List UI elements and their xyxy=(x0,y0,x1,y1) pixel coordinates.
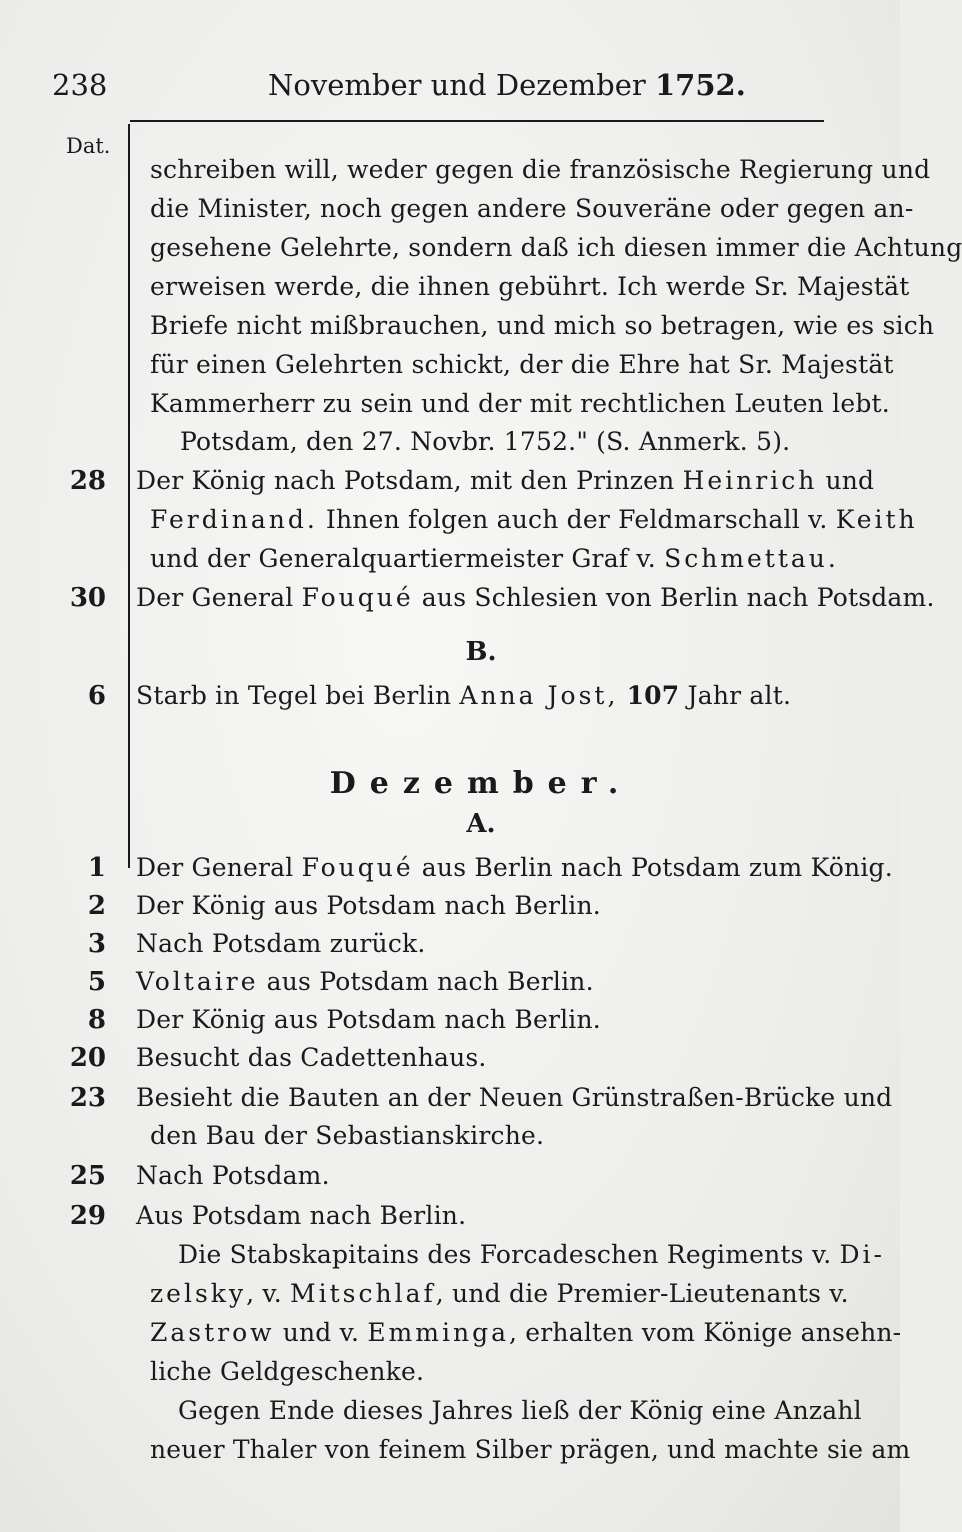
running-head-title: November und Dezember xyxy=(268,68,646,102)
entry-day: 3 xyxy=(87,929,106,959)
entry-text: Ferdinand. Ihnen folgen auch der Feldmarschall v. Keith xyxy=(150,505,918,534)
entry-text: den Bau der Sebastianskirche. xyxy=(150,1121,545,1150)
letter-line: Kammerherr zu sein und der mit rechtlichen Leuten lebt. xyxy=(150,389,890,418)
letter-line: Briefe nicht mißbrauchen, und mich so betragen, wie es sich xyxy=(150,311,935,340)
paragraph-line: liche Geldgeschenke. xyxy=(150,1357,425,1386)
paragraph-line: Die Stabskapitains des Forcadeschen Regiments v. Di- xyxy=(178,1240,885,1269)
entry-day: 8 xyxy=(87,1005,106,1035)
name-schmettau: Schmettau. xyxy=(664,544,839,573)
entry-text: Aus Potsdam nach Berlin. xyxy=(136,1201,467,1230)
date-column-rule xyxy=(128,124,130,868)
section-heading-a: A. xyxy=(466,809,496,839)
entry-day: 29 xyxy=(69,1201,106,1231)
entry-text: Der König aus Potsdam nach Berlin. xyxy=(136,1005,601,1034)
entry-day: 6 xyxy=(87,681,106,711)
entry-day: 30 xyxy=(69,583,106,613)
entry-text: Besieht die Bauten an der Neuen Grünstraßen-Brücke und xyxy=(136,1083,893,1112)
entry-text: Besucht das Cadettenhaus. xyxy=(136,1043,487,1072)
running-head xyxy=(268,68,746,102)
entry-day: 25 xyxy=(69,1161,106,1191)
name-heinrich: Heinrich xyxy=(682,466,818,495)
paragraph-line: Gegen Ende dieses Jahres ließ der König eine Anzahl xyxy=(178,1396,862,1425)
letter-line: erweisen werde, die ihnen gebührt. Ich werde Sr. Majestät xyxy=(150,272,910,301)
running-head-year: 1752. xyxy=(654,68,746,102)
entry-day: 2 xyxy=(87,891,106,921)
entry-text: Starb in Tegel bei Berlin Anna Jost, 107 Jahr alt. xyxy=(136,681,792,710)
name-ferdinand: Ferdinand. xyxy=(150,505,318,534)
paragraph-line: neuer Thaler von feinem Silber prägen, und machte sie am xyxy=(150,1435,911,1464)
name-voltaire: Voltaire xyxy=(136,967,259,996)
name-fouque: Fouqué xyxy=(301,583,414,612)
letter-closing: Potsdam, den 27. Novbr. 1752." (S. Anmerk. 5). xyxy=(180,427,791,456)
paragraph-line: zelsky, v. Mitschlaf, und die Premier-Lieutenants v. xyxy=(150,1279,849,1308)
entry-text: Der General Fouqué aus Schlesien von Berlin nach Potsdam. xyxy=(136,583,935,612)
entry-text: und der Generalquartiermeister Graf v. Schmettau. xyxy=(150,544,839,573)
month-heading: Dezember. xyxy=(329,766,633,801)
entry-day: 20 xyxy=(69,1043,106,1073)
section-heading-b: B. xyxy=(465,637,497,667)
letter-line: gesehene Gelehrte, sondern daß ich diesen immer die Achtung xyxy=(150,233,962,262)
entry-day: 23 xyxy=(69,1083,106,1113)
entry-text: Der König aus Potsdam nach Berlin. xyxy=(136,891,601,920)
entry-text: Der König nach Potsdam, mit den Prinzen Heinrich und xyxy=(136,466,875,495)
name-keith: Keith xyxy=(835,505,918,534)
entry-text: Nach Potsdam. xyxy=(136,1161,330,1190)
header-rule xyxy=(130,120,824,122)
paragraph-line: Zastrow und v. Emminga, erhalten vom Könige ansehn- xyxy=(150,1318,902,1347)
entry-text: Voltaire aus Potsdam nach Berlin. xyxy=(136,967,594,996)
letter-line: für einen Gelehrten schickt, der die Ehre hat Sr. Majestät xyxy=(150,350,894,379)
letter-line: schreiben will, weder gegen die französische Regierung und xyxy=(150,155,931,184)
entry-text: Nach Potsdam zurück. xyxy=(136,929,426,958)
page-number: 238 xyxy=(52,68,108,102)
entry-day: 28 xyxy=(69,466,106,496)
entry-text: Der General Fouqué aus Berlin nach Potsdam zum König. xyxy=(136,853,893,882)
entry-day: 5 xyxy=(87,967,106,997)
date-column-header: Dat. xyxy=(66,134,111,158)
entry-day: 1 xyxy=(87,853,106,883)
letter-line: die Minister, noch gegen andere Souveräne oder gegen an- xyxy=(150,194,914,223)
name-anna-jost: Anna Jost, xyxy=(459,681,619,710)
